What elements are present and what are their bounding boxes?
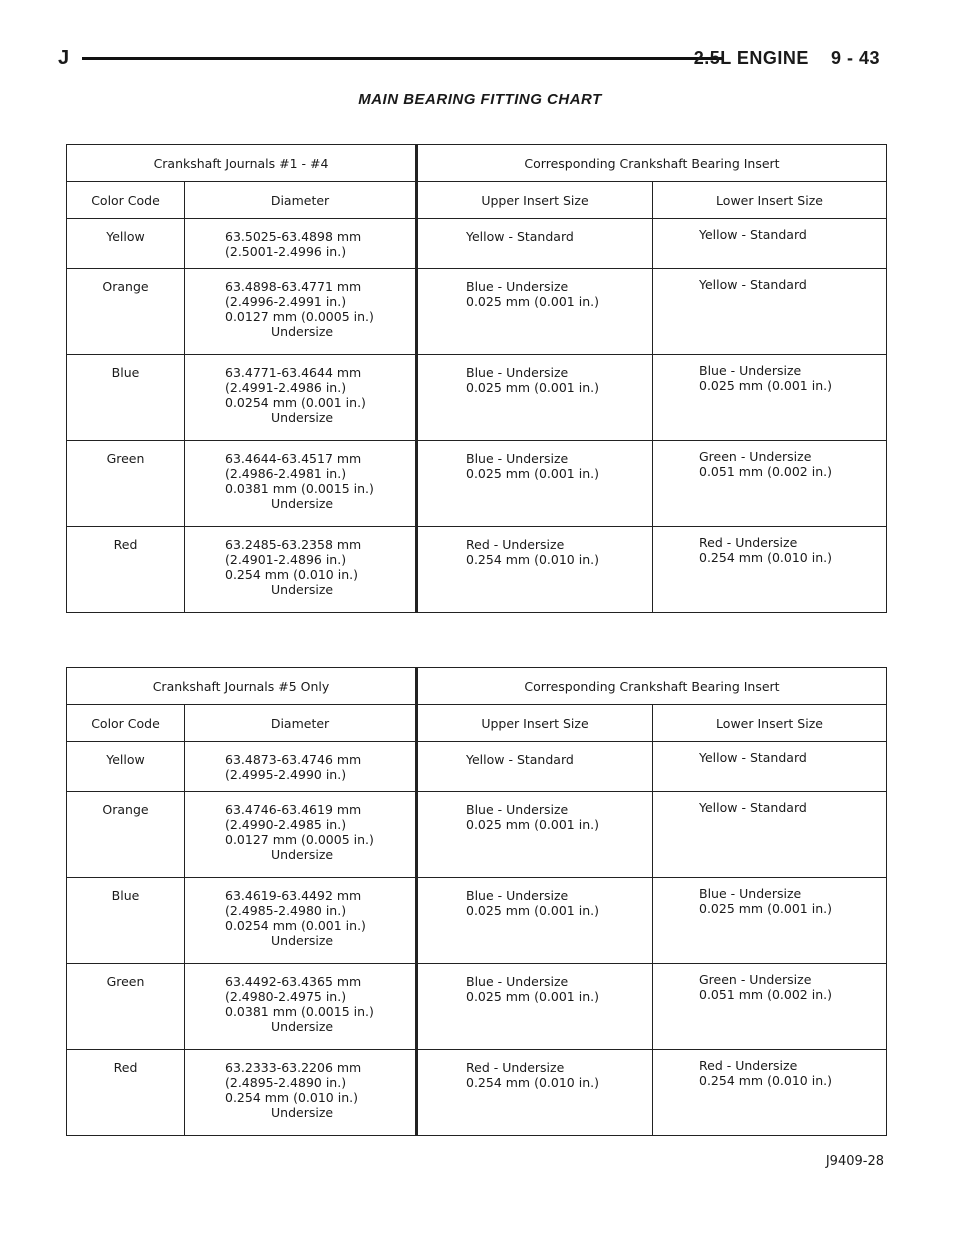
- undersize-label: Undersize: [271, 582, 334, 597]
- undersize-amount: 0.254 mm (0.010 in.): [225, 567, 358, 582]
- lower-insert-cell: [653, 355, 887, 441]
- diameter-in: (2.4986-2.4981 in.): [225, 466, 347, 481]
- upper-insert-undersize: 0.254 mm (0.010 in.): [466, 552, 599, 567]
- lower-insert-cell: [653, 742, 887, 792]
- upper-insert-size: Blue - Undersize: [466, 802, 569, 817]
- diameter-mm: 63.4644-63.4517 mm: [225, 451, 362, 466]
- color-code-cell: Red: [67, 527, 185, 613]
- undersize-label: Undersize: [271, 496, 334, 511]
- color-code-cell: Blue: [67, 878, 185, 964]
- diameter-mm: 63.4746-63.4619 mm: [225, 802, 362, 817]
- undersize-amount: 0.0254 mm (0.001 in.): [225, 918, 366, 933]
- diameter-cell: [185, 1050, 417, 1136]
- diameter-in: (2.4980-2.4975 in.): [225, 989, 347, 1004]
- upper-insert-size: Red - Undersize: [466, 537, 565, 552]
- header-rule: [82, 57, 722, 60]
- color-code-header: Color Code: [67, 705, 185, 742]
- upper-insert-header: Upper Insert Size: [417, 705, 653, 742]
- upper-insert-size: Yellow - Standard: [466, 752, 574, 767]
- lower-insert-size: Green - Undersize: [699, 972, 812, 987]
- lower-insert-size: Red - Undersize: [699, 535, 798, 550]
- header-title: [694, 44, 880, 72]
- lower-insert-cell: [653, 792, 887, 878]
- undersize-amount: 0.0381 mm (0.0015 in.): [225, 481, 374, 496]
- upper-insert-size: Blue - Undersize: [466, 365, 569, 380]
- upper-insert-undersize: 0.025 mm (0.001 in.): [466, 903, 599, 918]
- upper-insert-undersize: 0.025 mm (0.001 in.): [466, 380, 599, 395]
- diameter-cell: [185, 355, 417, 441]
- chart-title: MAIN BEARING FITTING CHART: [358, 91, 602, 108]
- table-row: [67, 878, 887, 964]
- diameter-mm: 63.4873-63.4746 mm: [225, 752, 362, 767]
- section-letter: J: [58, 47, 70, 69]
- undersize-amount: 0.0254 mm (0.001 in.): [225, 395, 366, 410]
- journal-group-label: Crankshaft Journals #1 - #4: [67, 145, 417, 182]
- lower-insert-cell: [653, 1050, 887, 1136]
- lower-insert-size: Blue - Undersize: [699, 363, 802, 378]
- diameter-in: (2.4990-2.4985 in.): [225, 817, 347, 832]
- diameter-mm: 63.2485-63.2358 mm: [225, 537, 362, 552]
- diameter-mm: 63.4771-63.4644 mm: [225, 365, 362, 380]
- diameter-in: (2.5001-2.4996 in.): [225, 244, 347, 259]
- color-code-cell: Orange: [67, 792, 185, 878]
- undersize-label: Undersize: [271, 1105, 334, 1120]
- upper-insert-size: Red - Undersize: [466, 1060, 565, 1075]
- upper-insert-cell: [417, 269, 653, 355]
- upper-insert-undersize: 0.025 mm (0.001 in.): [466, 294, 599, 309]
- upper-insert-cell: [417, 527, 653, 613]
- bearing-table-journals-1-4: [66, 144, 887, 613]
- upper-insert-size: Blue - Undersize: [466, 888, 569, 903]
- undersize-amount: 0.254 mm (0.010 in.): [225, 1090, 358, 1105]
- diameter-header: Diameter: [185, 705, 417, 742]
- figure-id: J9409-28: [825, 1154, 884, 1169]
- upper-insert-undersize: 0.254 mm (0.010 in.): [466, 1075, 599, 1090]
- upper-insert-undersize: 0.025 mm (0.001 in.): [466, 466, 599, 481]
- diameter-in: (2.4995-2.4990 in.): [225, 767, 347, 782]
- upper-insert-cell: [417, 792, 653, 878]
- diameter-mm: 63.5025-63.4898 mm: [225, 229, 362, 244]
- upper-insert-cell: [417, 964, 653, 1050]
- lower-insert-header: Lower Insert Size: [653, 705, 887, 742]
- color-code-header: Color Code: [67, 182, 185, 219]
- upper-insert-size: Blue - Undersize: [466, 279, 569, 294]
- undersize-amount: 0.0381 mm (0.0015 in.): [225, 1004, 374, 1019]
- undersize-label: Undersize: [271, 410, 334, 425]
- lower-insert-cell: [653, 527, 887, 613]
- lower-insert-undersize: 0.025 mm (0.001 in.): [699, 901, 832, 916]
- header-row-columns: [67, 182, 887, 219]
- upper-insert-cell: [417, 219, 653, 269]
- corresponding-insert-header: Corresponding Crankshaft Bearing Insert: [417, 668, 887, 705]
- upper-insert-undersize: 0.025 mm (0.001 in.): [466, 989, 599, 1004]
- diameter-in: (2.4991-2.4986 in.): [225, 380, 347, 395]
- diameter-header: Diameter: [185, 182, 417, 219]
- color-code-cell: Blue: [67, 355, 185, 441]
- lower-insert-cell: [653, 219, 887, 269]
- journal-group-label: Crankshaft Journals #5 Only: [67, 668, 417, 705]
- color-code-cell: Green: [67, 441, 185, 527]
- upper-insert-header: Upper Insert Size: [417, 182, 653, 219]
- lower-insert-undersize: 0.051 mm (0.002 in.): [699, 987, 832, 1002]
- lower-insert-cell: [653, 441, 887, 527]
- page-header: [58, 44, 880, 72]
- lower-insert-undersize: 0.051 mm (0.002 in.): [699, 464, 832, 479]
- section-name: 2.5L ENGINE: [693, 48, 809, 68]
- lower-insert-size: Green - Undersize: [699, 449, 812, 464]
- color-code-cell: Red: [67, 1050, 185, 1136]
- corresponding-insert-header: Corresponding Crankshaft Bearing Insert: [417, 145, 887, 182]
- table-row: [67, 964, 887, 1050]
- diameter-in: (2.4895-2.4890 in.): [225, 1075, 347, 1090]
- table-row: [67, 527, 887, 613]
- upper-insert-undersize: 0.025 mm (0.001 in.): [466, 817, 599, 832]
- diameter-cell: [185, 964, 417, 1050]
- diameter-in: (2.4985-2.4980 in.): [225, 903, 347, 918]
- diameter-mm: 63.4492-63.4365 mm: [225, 974, 362, 989]
- table-row: [67, 219, 887, 269]
- diameter-cell: [185, 742, 417, 792]
- upper-insert-cell: [417, 742, 653, 792]
- lower-insert-size: Blue - Undersize: [699, 886, 802, 901]
- lower-insert-size: Yellow - Standard: [699, 800, 807, 815]
- undersize-label: Undersize: [271, 324, 334, 339]
- diameter-cell: [185, 878, 417, 964]
- header-row-group: [67, 668, 887, 705]
- color-code-cell: Green: [67, 964, 185, 1050]
- lower-insert-size: Red - Undersize: [699, 1058, 798, 1073]
- diameter-cell: [185, 792, 417, 878]
- lower-insert-size: Yellow - Standard: [699, 227, 807, 242]
- table-row: [67, 355, 887, 441]
- upper-insert-cell: [417, 878, 653, 964]
- diameter-mm: 63.2333-63.2206 mm: [225, 1060, 362, 1075]
- table-row: [67, 792, 887, 878]
- upper-insert-size: Yellow - Standard: [466, 229, 574, 244]
- upper-insert-cell: [417, 1050, 653, 1136]
- lower-insert-cell: [653, 269, 887, 355]
- upper-insert-cell: [417, 355, 653, 441]
- diameter-cell: [185, 269, 417, 355]
- undersize-label: Undersize: [271, 1019, 334, 1034]
- upper-insert-cell: [417, 441, 653, 527]
- color-code-cell: Yellow: [67, 219, 185, 269]
- diameter-cell: [185, 441, 417, 527]
- table-row: [67, 441, 887, 527]
- undersize-label: Undersize: [271, 847, 334, 862]
- undersize-amount: 0.0127 mm (0.0005 in.): [225, 832, 374, 847]
- lower-insert-cell: [653, 964, 887, 1050]
- table-row: [67, 742, 887, 792]
- lower-insert-cell: [653, 878, 887, 964]
- table-row: [67, 1050, 887, 1136]
- diameter-mm: 63.4898-63.4771 mm: [225, 279, 362, 294]
- diameter-in: (2.4901-2.4896 in.): [225, 552, 347, 567]
- header-row-group: [67, 145, 887, 182]
- diameter-cell: [185, 527, 417, 613]
- lower-insert-size: Yellow - Standard: [699, 750, 807, 765]
- undersize-amount: 0.0127 mm (0.0005 in.): [225, 309, 374, 324]
- lower-insert-size: Yellow - Standard: [699, 277, 807, 292]
- color-code-cell: Orange: [67, 269, 185, 355]
- upper-insert-size: Blue - Undersize: [466, 451, 569, 466]
- diameter-in: (2.4996-2.4991 in.): [225, 294, 347, 309]
- lower-insert-undersize: 0.025 mm (0.001 in.): [699, 378, 832, 393]
- color-code-cell: Yellow: [67, 742, 185, 792]
- lower-insert-header: Lower Insert Size: [653, 182, 887, 219]
- upper-insert-size: Blue - Undersize: [466, 974, 569, 989]
- table-row: [67, 269, 887, 355]
- diameter-mm: 63.4619-63.4492 mm: [225, 888, 362, 903]
- bearing-table-journal-5: [66, 667, 887, 1136]
- lower-insert-undersize: 0.254 mm (0.010 in.): [699, 1073, 832, 1088]
- lower-insert-undersize: 0.254 mm (0.010 in.): [699, 550, 832, 565]
- undersize-label: Undersize: [271, 933, 334, 948]
- header-row-columns: [67, 705, 887, 742]
- diameter-cell: [185, 219, 417, 269]
- page-number: 9 - 43: [830, 48, 880, 68]
